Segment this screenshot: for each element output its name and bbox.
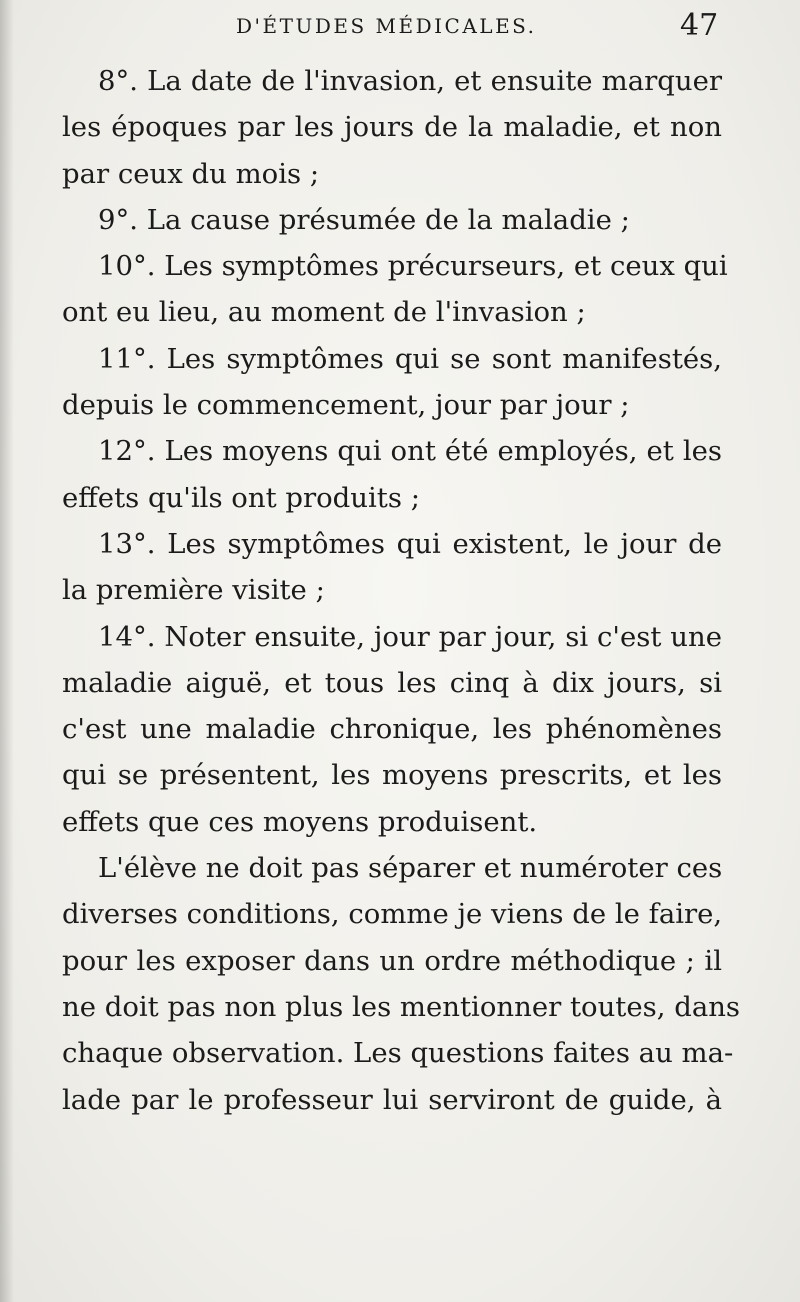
text-line: 10°. Les symptômes précurseurs, et ceux qui bbox=[98, 250, 728, 283]
spine-shadow bbox=[0, 0, 14, 1302]
running-head: D'ÉTUDES MÉDICALES. bbox=[236, 14, 537, 38]
text-line: ne doit pas non plus les mentionner toutes, dans bbox=[62, 990, 741, 1023]
page-header bbox=[0, 8, 800, 48]
text-line: ont eu lieu, au moment de l'invasion ; bbox=[62, 296, 586, 329]
text-line: 14°. Noter ensuite, jour par jour, si c'est une bbox=[98, 620, 722, 653]
text-line: les époques par les jours de la maladie, et non bbox=[62, 111, 722, 144]
text-line: 9°. La cause présumée de la maladie ; bbox=[98, 203, 630, 236]
text-line: 11°. Les symptômes qui se sont manifestés, bbox=[98, 342, 722, 375]
text-line: 12°. Les moyens qui ont été employés, et les bbox=[98, 435, 722, 468]
text-line: depuis le commencement, jour par jour ; bbox=[62, 389, 630, 422]
text-line: chaque observation. Les questions faites au ma- bbox=[62, 1037, 734, 1070]
text-line: maladie aiguë, et tous les cinq à dix jours, si bbox=[62, 666, 722, 699]
text-line: effets que ces moyens produisent. bbox=[62, 805, 538, 838]
text-line: L'élève ne doit pas séparer et numéroter ces bbox=[98, 852, 723, 885]
page-number: 47 bbox=[680, 8, 719, 43]
text-line: 13°. Les symptômes qui existent, le jour de bbox=[98, 527, 722, 560]
text-line: lade par le professeur lui serviront de guide, à bbox=[62, 1083, 722, 1116]
text-line: la première visite ; bbox=[62, 574, 325, 607]
text-line: effets qu'ils ont produits ; bbox=[62, 481, 420, 514]
text-line: pour les exposer dans un ordre méthodique ; il bbox=[62, 944, 722, 977]
body-text bbox=[62, 58, 741, 1123]
text-line: c'est une maladie chronique, les phénomènes bbox=[62, 713, 722, 746]
text-line: par ceux du mois ; bbox=[62, 157, 320, 190]
text-line: diverses conditions, comme je viens de le faire, bbox=[62, 898, 723, 931]
text-line: qui se présentent, les moyens prescrits, et les bbox=[62, 759, 722, 792]
text-line: 8°. La date de l'invasion, et ensuite marquer bbox=[98, 65, 722, 97]
